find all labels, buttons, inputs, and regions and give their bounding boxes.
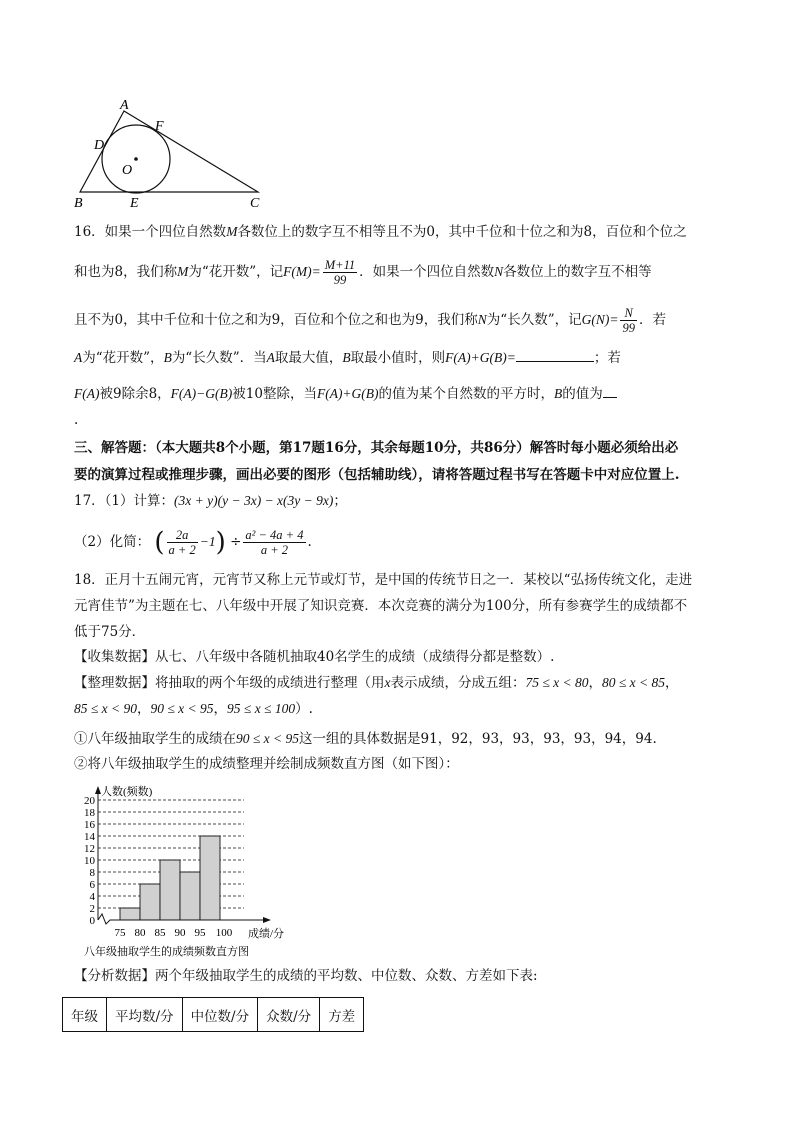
q16-line2: 和也为8，我们称M为“花开数”，记F(M)= $\frac{M+11}{99}$ ．如果一个四位自然数N各数位上的数字互不相等	[74, 258, 652, 287]
y-axis-label: 人数(频数)	[101, 786, 153, 798]
x-tick-label: 95	[194, 927, 206, 939]
y-tick-label: 18	[84, 807, 95, 819]
analysis-intro: 【分析数据】两个年级抽取学生的成绩的平均数、中位数、众数、方差如下表:	[74, 968, 538, 984]
chart-title: 八年级抽取学生的成绩频数直方图	[84, 946, 249, 958]
q18-item2: ②将八年级抽取学生的成绩整理并绘制成频数直方图（如下图）：	[74, 756, 459, 772]
x-tick-label: 75	[114, 927, 126, 939]
q18-para3: 低于75分．	[74, 624, 146, 640]
label-d: D	[94, 138, 105, 153]
histogram-bar	[200, 836, 220, 920]
histogram-chart	[64, 782, 304, 962]
q17-part1: 17．（1）计算：(3x + y)(y − 3x) − x(3y − 9x)；	[74, 493, 347, 509]
geometry-figure	[70, 95, 270, 210]
q18-item1: ①八年级抽取学生的成绩在90 ≤ x < 95这一组的具体数据是91，92，93，93，93，93，94，94.	[74, 731, 657, 747]
stats-table	[62, 997, 364, 1032]
answer-blank-1	[516, 347, 594, 362]
q18-organize-2: 85 ≤ x < 90，90 ≤ x < 95，95 ≤ x ≤ 100）.	[74, 701, 313, 717]
y-tick-label: 16	[84, 819, 95, 831]
y-tick-label: 20	[84, 795, 95, 807]
stats-header-cell: 众数/分	[258, 998, 320, 1032]
section3-line2: 要的演算过程或推理步骤，画出必要的图形（包括辅助线），请将答题过程书写在答题卡中对应位置上.	[74, 467, 680, 483]
x-axis-label: 成绩/分	[248, 928, 285, 940]
fraction-f: $\frac{M+11}{99}$	[324, 258, 356, 287]
y-tick-label: 14	[84, 831, 95, 843]
fraction-g: $\frac{N}{99}$	[622, 306, 635, 335]
label-a: A	[120, 98, 129, 113]
histogram-bar	[180, 872, 200, 920]
y-tick-label: 6	[89, 879, 95, 891]
x-tick-label: 85	[154, 927, 166, 939]
q17-part2: （2）化简： ( $\frac{2a}{a + 2}$ −1) ÷ $\frac{\text{a² − 4a + 4}}{a + 2}$ .	[74, 527, 312, 558]
y-tick-label: 10	[84, 855, 95, 867]
center-point-o	[134, 157, 138, 161]
x-axis-arrow	[263, 917, 271, 923]
x-tick-label: 80	[134, 927, 146, 939]
y-tick-label: 0	[89, 915, 95, 927]
label-e: E	[130, 196, 139, 210]
q16-line4: A为“花开数”，B为“长久数”．当A取最大值，B取最小值时，则F(A)+G(B)= ；若	[74, 347, 621, 368]
section3-line1: 三、解答题：（本大题共8个小题，第17题16分，其余每题10分，共86分）解答时每小题必须给出必	[74, 440, 679, 456]
histogram-bar	[140, 884, 160, 920]
histogram-bar	[120, 908, 140, 920]
label-c: C	[250, 196, 260, 210]
q18-para1: 18．正月十五闹元宵，元宵节又称上元节或灯节，是中国的传统节日之一．某校以“弘扬传统文化，走进	[74, 572, 693, 588]
q18-organize-1: 【整理数据】将抽取的两个年级的成绩进行整理（用x表示成绩，分成五组：75 ≤ x < 80，80 ≤ x < 85，	[74, 675, 679, 691]
x-tick-label: 100	[215, 927, 233, 939]
q18-para2: 元宵佳节”为主题在七、八年级中开展了知识竞赛．本次竞赛的满分为100分，所有参赛学生的成绩都不	[74, 598, 688, 614]
label-b: B	[74, 196, 83, 210]
answer-blank-2	[603, 383, 617, 398]
stats-header-cell: 中位数/分	[182, 998, 258, 1032]
x-tick-label: 90	[174, 927, 186, 939]
q16-line3: 且不为0，其中千位和十位之和为9，百位和个位之和也为9，我们称N为“长久数”，记G(N)= $\frac{N}{99}$ ．若	[74, 306, 666, 335]
y-tick-label: 12	[84, 843, 95, 855]
stats-header-cell: 平均数/分	[107, 998, 183, 1032]
y-tick-label: 4	[89, 891, 95, 903]
q16-line6: .	[74, 412, 79, 428]
label-f: F	[155, 119, 164, 134]
y-tick-label: 8	[89, 867, 95, 879]
q18-collect: 【收集数据】从七、八年级中各随机抽取40名学生的成绩（成绩得分都是整数）.	[74, 649, 555, 665]
histogram-bar	[160, 860, 180, 920]
stats-header-cell: 方差	[320, 998, 364, 1032]
q16-line1: 16．如果一个四位自然数M各数位上的数字互不相等且不为0，其中千位和十位之和为8，百位和个位之	[74, 224, 687, 240]
stats-table-header	[63, 998, 364, 1032]
y-tick-label: 2	[89, 903, 95, 915]
q16-line5: F(A)被9除余8，F(A)−G(B)被10整除，当F(A)+G(B)的值为某个自然数的平方时，B的值为	[74, 383, 617, 404]
label-o: O	[122, 163, 133, 178]
stats-header-cell: 年级	[63, 998, 107, 1032]
